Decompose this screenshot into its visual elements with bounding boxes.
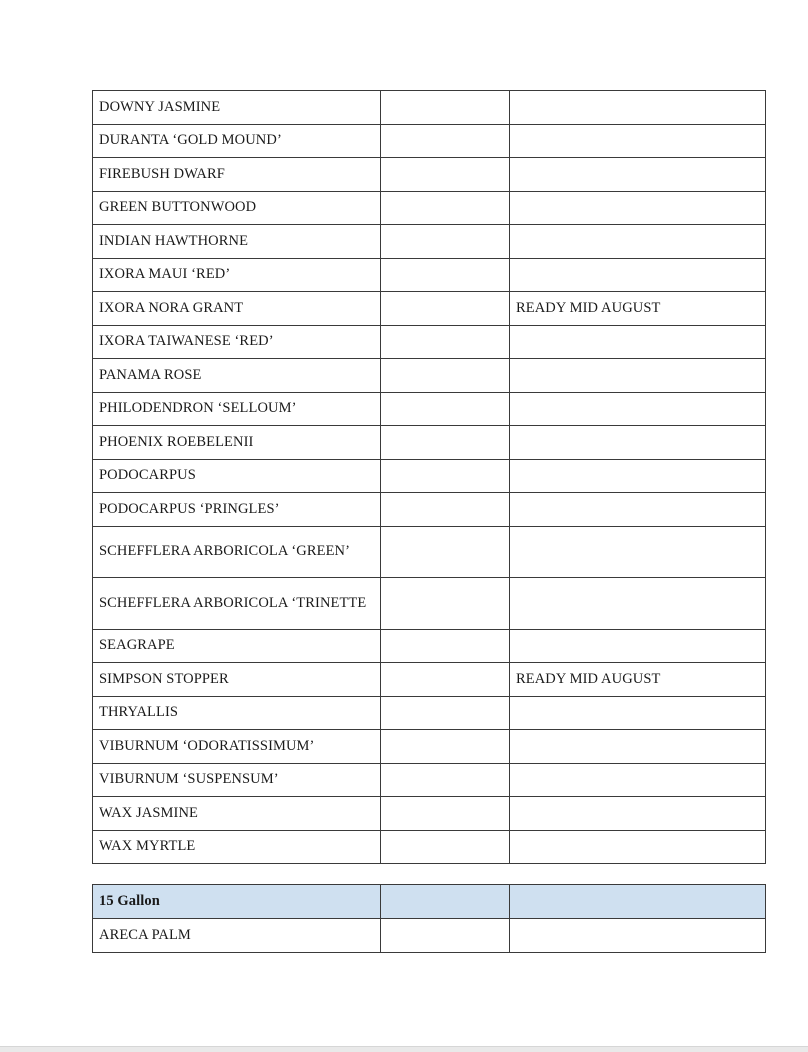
quantity-cell bbox=[381, 830, 510, 864]
plant-name: SCHEFFLERA ARBORICOLA ‘TRINETTE bbox=[93, 578, 381, 630]
section-header-cell bbox=[510, 885, 766, 919]
availability-note: READY MID AUGUST bbox=[510, 663, 766, 697]
plant-name: SEAGRAPE bbox=[93, 629, 381, 663]
quantity-cell bbox=[381, 696, 510, 730]
quantity-cell bbox=[381, 124, 510, 158]
plant-name: PODOCARPUS bbox=[93, 459, 381, 493]
table-row bbox=[93, 663, 766, 697]
availability-note bbox=[510, 493, 766, 527]
quantity-cell bbox=[381, 578, 510, 630]
plant-name: DURANTA ‘GOLD MOUND’ bbox=[93, 124, 381, 158]
plant-name: DOWNY JASMINE bbox=[93, 91, 381, 125]
plant-name: GREEN BUTTONWOOD bbox=[93, 191, 381, 225]
quantity-cell bbox=[381, 325, 510, 359]
table-row bbox=[93, 191, 766, 225]
quantity-cell bbox=[381, 919, 510, 953]
plant-name: THRYALLIS bbox=[93, 696, 381, 730]
plant-name: SCHEFFLERA ARBORICOLA ‘GREEN’ bbox=[93, 526, 381, 578]
quantity-cell bbox=[381, 493, 510, 527]
plant-name: IXORA NORA GRANT bbox=[93, 292, 381, 326]
plant-name: PHOENIX ROEBELENII bbox=[93, 426, 381, 460]
table-row bbox=[93, 91, 766, 125]
availability-note bbox=[510, 258, 766, 292]
table-row bbox=[93, 225, 766, 259]
table-row bbox=[93, 292, 766, 326]
table-row bbox=[93, 919, 766, 953]
table-row bbox=[93, 359, 766, 393]
quantity-cell bbox=[381, 730, 510, 764]
plant-name: INDIAN HAWTHORNE bbox=[93, 225, 381, 259]
table-row bbox=[93, 493, 766, 527]
quantity-cell bbox=[381, 663, 510, 697]
table-row bbox=[93, 526, 766, 578]
availability-note bbox=[510, 919, 766, 953]
quantity-cell bbox=[381, 91, 510, 125]
plant-name: VIBURNUM ‘SUSPENSUM’ bbox=[93, 763, 381, 797]
availability-note bbox=[510, 526, 766, 578]
quantity-cell bbox=[381, 426, 510, 460]
quantity-cell bbox=[381, 763, 510, 797]
table-row bbox=[93, 730, 766, 764]
table-row bbox=[93, 325, 766, 359]
table-row bbox=[93, 763, 766, 797]
plant-name: PODOCARPUS ‘PRINGLES’ bbox=[93, 493, 381, 527]
plant-availability-table bbox=[92, 90, 766, 864]
availability-note bbox=[510, 459, 766, 493]
table-row bbox=[93, 392, 766, 426]
plant-name: FIREBUSH DWARF bbox=[93, 158, 381, 192]
table-row bbox=[93, 629, 766, 663]
table-row bbox=[93, 797, 766, 831]
availability-note bbox=[510, 763, 766, 797]
availability-note bbox=[510, 359, 766, 393]
availability-note bbox=[510, 325, 766, 359]
availability-note bbox=[510, 426, 766, 460]
availability-note bbox=[510, 797, 766, 831]
availability-note bbox=[510, 158, 766, 192]
page-bottom-edge bbox=[0, 1046, 808, 1052]
quantity-cell bbox=[381, 225, 510, 259]
section-header-title: 15 Gallon bbox=[93, 885, 381, 919]
fifteen-gallon-table bbox=[92, 884, 766, 953]
table-row bbox=[93, 258, 766, 292]
quantity-cell bbox=[381, 459, 510, 493]
plant-name: IXORA TAIWANESE ‘RED’ bbox=[93, 325, 381, 359]
section-header-cell bbox=[381, 885, 510, 919]
plant-name: VIBURNUM ‘ODORATISSIMUM’ bbox=[93, 730, 381, 764]
plant-name: ARECA PALM bbox=[93, 919, 381, 953]
quantity-cell bbox=[381, 292, 510, 326]
section-header-row bbox=[93, 885, 766, 919]
availability-note bbox=[510, 830, 766, 864]
table-row bbox=[93, 578, 766, 630]
quantity-cell bbox=[381, 392, 510, 426]
availability-note: READY MID AUGUST bbox=[510, 292, 766, 326]
availability-note bbox=[510, 191, 766, 225]
plant-name: IXORA MAUI ‘RED’ bbox=[93, 258, 381, 292]
quantity-cell bbox=[381, 258, 510, 292]
quantity-cell bbox=[381, 158, 510, 192]
quantity-cell bbox=[381, 359, 510, 393]
availability-note bbox=[510, 392, 766, 426]
table-row bbox=[93, 696, 766, 730]
quantity-cell bbox=[381, 191, 510, 225]
quantity-cell bbox=[381, 797, 510, 831]
availability-note bbox=[510, 225, 766, 259]
table-row bbox=[93, 124, 766, 158]
availability-note bbox=[510, 696, 766, 730]
availability-note bbox=[510, 91, 766, 125]
plant-name: PHILODENDRON ‘SELLOUM’ bbox=[93, 392, 381, 426]
quantity-cell bbox=[381, 526, 510, 578]
table-row bbox=[93, 830, 766, 864]
plant-name: SIMPSON STOPPER bbox=[93, 663, 381, 697]
plant-name: WAX MYRTLE bbox=[93, 830, 381, 864]
quantity-cell bbox=[381, 629, 510, 663]
table-row bbox=[93, 459, 766, 493]
availability-note bbox=[510, 629, 766, 663]
availability-note bbox=[510, 124, 766, 158]
table-row bbox=[93, 158, 766, 192]
plant-name: PANAMA ROSE bbox=[93, 359, 381, 393]
availability-note bbox=[510, 730, 766, 764]
table-row bbox=[93, 426, 766, 460]
plant-name: WAX JASMINE bbox=[93, 797, 381, 831]
availability-note bbox=[510, 578, 766, 630]
